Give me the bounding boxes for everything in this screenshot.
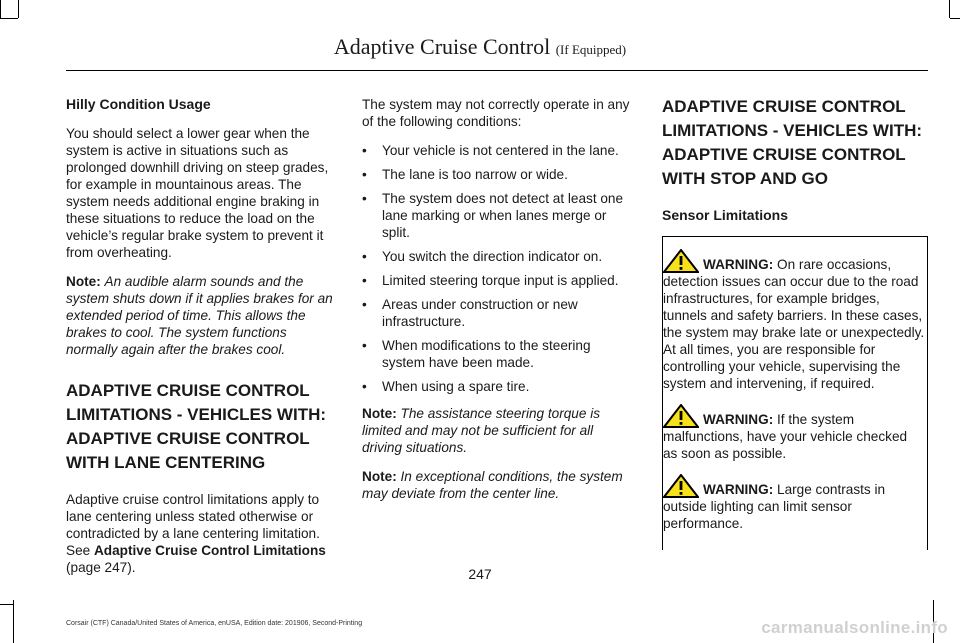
warning-label: WARNING: (703, 257, 774, 272)
watermark: carmanualsonline.info (761, 618, 948, 637)
column-right (662, 96, 926, 550)
warning-label: WARNING: (703, 482, 774, 497)
paragraph-hilly: You should select a lower gear when the system is active in situations such as prolonged downhill driving on steep grades, for example in mountainous areas. The system needs additional engine braking in these situations to reduce the load on the vehicle’s regular brake system to prevent it from overheating. (66, 126, 329, 260)
subheading-sensor-limitations: Sensor Limitations (662, 207, 789, 223)
bullet: • (362, 379, 367, 394)
page-number: 247 (468, 566, 492, 582)
heading-line: WITH LANE CENTERING (66, 453, 266, 472)
note-label: Note: (66, 274, 101, 289)
list-item: • When modifications to the steering system have been made. (362, 338, 591, 370)
bullet: • (362, 191, 367, 206)
warning-box (662, 236, 928, 550)
page-reference: (page 247). (66, 560, 136, 575)
header-title: Adaptive Cruise Control (333, 34, 551, 59)
bullet: • (362, 273, 367, 288)
bullet: • (362, 249, 367, 264)
list-item: • The lane is too narrow or wide. (362, 167, 568, 182)
crop-mark (0, 18, 18, 19)
section-heading-lane-centering (66, 380, 338, 473)
warning-triangle-icon (663, 404, 699, 428)
crop-mark (13, 600, 14, 643)
list-item: • Areas under construction or new infrastructure. (362, 297, 578, 329)
bullet: • (362, 338, 367, 353)
warning-malfunction (663, 404, 925, 462)
crop-mark (0, 0, 1, 18)
list-item: • The system does not detect at least one lane marking or when lanes merge or split. (362, 191, 624, 240)
warning-text: On rare occasions, detection issues can occur due to the road infrastructures, for example bridges, tunnels and safety barriers. In these cases, the system may brake late or unexpectedly. At all times, you are responsible for controlling your vehicle, supervising the system and intervening, if required. (663, 257, 925, 391)
warning-text: Large contrasts in outside lighting can limit sensor performance. (663, 482, 886, 531)
list-item: • You switch the direction indicator on. (362, 249, 603, 264)
note-alarm (66, 273, 338, 358)
heading-line: ADAPTIVE CRUISE CONTROL (662, 97, 906, 116)
warning-road-infrastructure (663, 249, 925, 392)
crop-mark (0, 604, 13, 605)
note-text: In exceptional conditions, the system may deviate from the center line. (362, 469, 623, 501)
column-left (66, 96, 338, 588)
conditions-list (362, 142, 634, 395)
note-steering-torque (362, 405, 634, 456)
paragraph-lane-centering (66, 491, 338, 576)
bullet: • (362, 143, 367, 158)
header-rule (66, 70, 928, 71)
warning-lighting (663, 474, 925, 532)
list-item: • Limited steering torque input is applied. (362, 273, 619, 288)
heading-line: WITH STOP AND GO (662, 169, 828, 188)
heading-line: ADAPTIVE CRUISE CONTROL (662, 145, 906, 164)
warning-text: If the system malfunctions, have your vehicle checked as soon as possible. (663, 412, 908, 461)
header-title-suffix: (If Equipped) (555, 42, 627, 57)
note-center-line (362, 468, 634, 502)
warning-triangle-icon (663, 474, 699, 498)
warning-label: WARNING: (703, 412, 774, 427)
heading-line: ADAPTIVE CRUISE CONTROL (66, 381, 310, 400)
cross-reference-link[interactable]: Adaptive Cruise Control Limitations (93, 543, 326, 558)
note-label: Note: (362, 469, 397, 484)
list-item: • Your vehicle is not centered in the lane. (362, 143, 619, 158)
note-label: Note: (362, 406, 397, 421)
bullet: • (362, 167, 367, 182)
heading-line: LIMITATIONS - VEHICLES WITH: (662, 121, 923, 140)
crop-mark (950, 18, 960, 19)
crop-mark (18, 0, 19, 18)
note-text: The assistance steering torque is limited and may not be sufficient for all driving situations. (362, 406, 601, 455)
paragraph-intro: The system may not correctly operate in any of the following conditions: (362, 97, 630, 129)
crop-mark (949, 0, 950, 18)
heading-line: LIMITATIONS - VEHICLES WITH: (66, 405, 327, 424)
subheading-hilly: Hilly Condition Usage (66, 96, 211, 112)
page-header-title (0, 34, 960, 60)
note-text: An audible alarm sounds and the system shuts down if it applies brakes for an extended period of time. This allows the brakes to cool. The system functions normally again after the brakes cool. (66, 274, 333, 357)
list-item: • When using a spare tire. (362, 379, 530, 394)
heading-line: ADAPTIVE CRUISE CONTROL (66, 429, 310, 448)
paragraph-text: Adaptive cruise control limitations apply to lane centering unless stated otherwise or contradicted by a lane centering limitation. See (66, 492, 320, 558)
section-heading-stop-and-go (662, 96, 926, 189)
bullet: • (362, 297, 367, 312)
column-middle (362, 96, 634, 514)
footer-edition-info: Corsair (CTF) Canada/United States of America, enUSA, Edition date: 201906, Second-Printing (66, 620, 363, 627)
warning-triangle-icon (663, 249, 699, 273)
